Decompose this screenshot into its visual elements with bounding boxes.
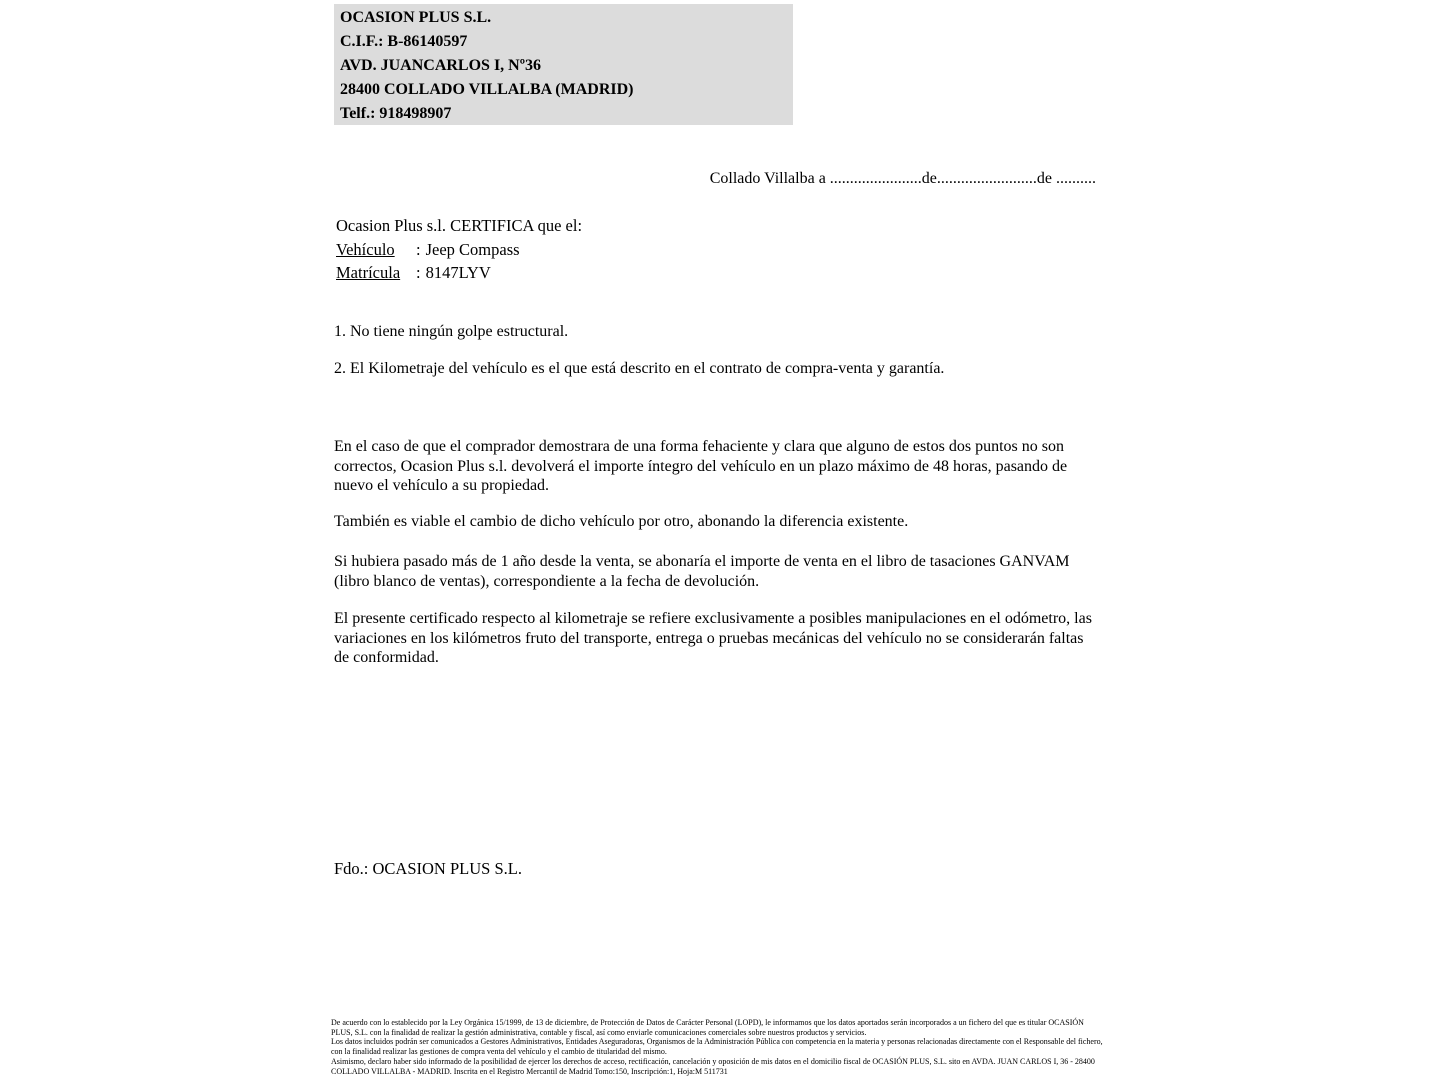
company-address: AVD. JUANCARLOS I, Nº36 — [340, 57, 542, 74]
vehicle-label: Vehículo — [336, 239, 395, 259]
plate-field — [336, 261, 1036, 285]
company-cif: C.I.F.: B-86140597 — [340, 33, 468, 50]
paragraph-vehicle-exchange: También es viable el cambio de dicho vehículo por otro, abonando la diferencia existente. — [334, 513, 909, 530]
plate-value: 8147LYV — [425, 263, 491, 282]
plate-label: Matrícula — [336, 263, 401, 282]
signature-line: Fdo.: OCASION PLUS S.L. — [334, 859, 522, 878]
certified-point-1: 1. No tiene ningún golpe estructural. — [334, 323, 569, 340]
date-line: Collado Villalba a .......................de.........................de .......... — [709, 170, 1096, 187]
company-header-box — [334, 4, 793, 125]
plate-separator: : — [416, 263, 421, 282]
company-name: OCASION PLUS S.L. — [340, 9, 492, 26]
paragraph-warranty-refund: En el caso de que el comprador demostrara de una forma fehaciente y clara que alguno de estos dos puntos no son correctos, Ocasion Plus s.l. devolverá el importe íntegro del vehículo en un plazo máximo de 48 horas, pasando de nuevo el vehículo a su propiedad. — [334, 438, 1068, 494]
certified-point-2: 2. El Kilometraje del vehículo es el que está descrito en el contrato de compra-venta y garantía. — [334, 360, 945, 377]
legal-footer-paragraph-2: Los datos incluidos podrán ser comunicados a Gestores Administrativos, Entidades Aseguradoras, Organismos de la Administración Pública con competencia en la materia y personas relacionadas directamente con el Responsable del fichero, con la finalidad realizar las gestiones de compra venta del vehículo y el cambio de titularidad del mismo. — [331, 1037, 1103, 1057]
certify-intro: Ocasion Plus s.l. CERTIFICA que el: — [336, 216, 583, 235]
company-city: 28400 COLLADO VILLALBA (MADRID) — [340, 81, 634, 98]
legal-footer — [331, 1018, 1103, 1076]
paragraph-ganvam-valuation: Si hubiera pasado más de 1 año desde la venta, se abonaría el importe de venta en el libro de tasaciones GANVAM (libro blanco de ventas), correspondiente a la fecha de devolución. — [334, 553, 1070, 590]
vehicle-value: Jeep Compass — [425, 239, 520, 259]
certify-block — [336, 214, 1036, 285]
company-phone: Telf.: 918498907 — [340, 105, 452, 122]
vehicle-separator: : — [416, 239, 421, 259]
paragraph-odometer-disclaimer: El presente certificado respecto al kilometraje se refiere exclusivamente a posibles manipulaciones en el odómetro, las variaciones en los kilómetros fruto del transporte, entrega o pruebas mecánicas del vehículo no se considerarán faltas de conformidad. — [334, 610, 1092, 666]
vehicle-field — [336, 238, 1036, 262]
legal-footer-paragraph-3: Asimismo, declaro haber sido informado de la posibilidad de ejercer los derechos de acceso, rectificación, cancelación y oposición de mis datos en el domicilio fiscal de OCASIÓN PLUS, S.L. sito en AVDA. JUAN CARLOS I, 36 - 28400 COLLADO VILLALBA - MADRID. Inscrita en el Registro Mercantil de Madrid Tomo:150, Inscripción:1, Hoja:M 511731 — [331, 1056, 1095, 1076]
legal-footer-paragraph-1: De acuerdo con lo establecido por la Ley Orgánica 15/1999, de 13 de diciembre, de Protección de Datos de Carácter Personal (LOPD), le informamos que los datos aportados serán incorporados a un fichero del que es titular OCASIÓN PLUS, S.L. con la finalidad de realizar la gestión administrativa, contable y fiscal, así como enviarle comunicaciones comerciales sobre nuestros productos y servicios. — [331, 1018, 1084, 1037]
